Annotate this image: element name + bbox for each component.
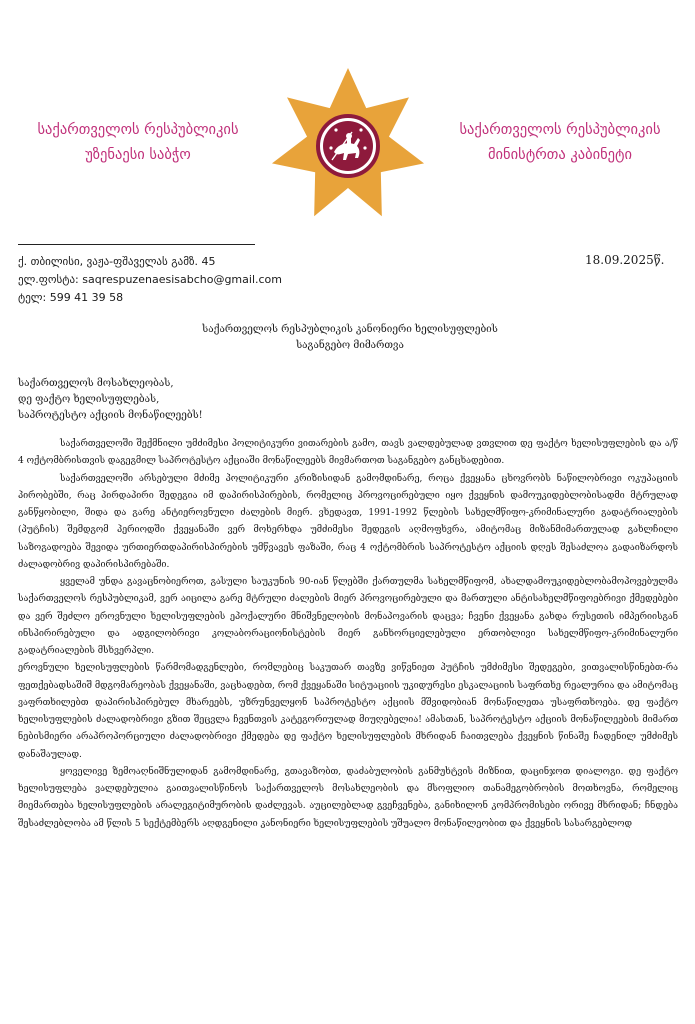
paragraph-3: ყველამ უნდა გავაცნობიეროთ, გასული საუკუნის 90-იან წლებში ქართულმა სახელმწიფომ, ახალდამოუკიდებლობამოპოვებულმა საქართველოს რესპუბლიკამ, ვერ აიცილა გარე მტრული ძალების მიერ პროვოცირებული და მართული ანტისახელმწიფოებრივი ქმედებები და ვერ შეძლო ეროვნული ხელისუფლების ეპოქალური მნიშვნელობის მონაპოვარის დაცვა; ჩვენი ქვეყანა გახდა რუსეთის იმპერიისგან ინსპირირებული და ადგილობრივი კოლაბორაციონისტების მიერ განხორციელებული ერთობლივი სახელმწიფო-კრიმინალური გადატრიალების მსხვერპლი.: [18, 577, 678, 656]
greeting-line-1: საქართველოს მოსახლეობას,: [18, 378, 174, 389]
phone: ტელ: 599 41 39 58: [18, 291, 124, 304]
contact-divider: [18, 244, 255, 245]
paragraph-5: ყოველივე ზემოაღნიშნულიდან გამომდინარე, გთავაზობთ, დაძაბულობის განმუხტვის მიზნით, დაცინჯოთ დიალოგი. დე ფაქტო ხელისუფლება ვალდებულია გაითვალისწინოს საქართველოს მოსახლეობის და მსოფლიო თანამეგობრობის მოთხოვნა, რომელიც მიემართება ხელისუფლების არალეგიტიმურობის დაძლევას. აუცილებლად გვეჩვენება, განიხილონ კომპრომისები ორივე მხრიდან; ჩნდება შესაძლებლობა ამ წლის 5 სექტემბერს აღდგენილი კანონიერი ხელისუფლების უშუალო მონაწილეობით და ქვეყნის სასარგებლოდ: [18, 766, 678, 829]
address: ქ. თბილისი, ვაჟა-ფშაველას გამზ. 45: [18, 255, 216, 268]
greeting-block: [18, 376, 203, 424]
letter-title: [100, 322, 600, 354]
letter-date: 18.09.2025წ.: [585, 253, 665, 267]
paragraph-2: საქართველოში არსებული მძიმე პოლიტიკური კრიზისიდან გამომდინარე, როცა ქვეყანა ცხოვრობს ნაწილობრივი ოკუპაციის პირობებში, რაც პირდაპირი შედეგია იმ დაპირისპირების, რომელიც პროვოცირებული იყო ქვეყნის დამოუკიდებლობისადმი მტრულად განწყობილი, შიდა და გარე ანტიეროვნული ძალების მიერ. ვხედავთ, 1991-1992 წლების სახელმწიფო-კრიმინალური გადატრიალების (პუტჩის) შემდგომ პერიოდში ქვეყანაში ვერ მოხერხდა უმძიმესი შედეგის აღმოფხვრა, ამიტომაც მიზანმიმართულად გახლჩილი საზოგადოება შევიდა ურთიერთდაპირისპირების უმწვავეს ფაზაში, რაც 4 ოქტომბრის საპროტესტო აქციის დღეს შესაძლოა გადაიზარდოს ძალადობრივ დაპირისპირებაში.: [18, 473, 678, 570]
right-org-line-2: მინისტრთა კაბინეტი: [487, 147, 633, 163]
left-org-line-2: უზენაესი საბჭო: [85, 147, 191, 163]
letterhead-left-org: [18, 118, 258, 168]
paragraph-1: საქართველოში შექმნილი უმძიმესი პოლიტიკური ვითარების გამო, თავს ვალდებულად ვთვლით დე ფაქტო ხელისუფლების და ა/წ 4 ოქტომბრისთვის დაგეგმილ საპროტესტო აქციაში მონაწილეებს მივმართოთ საგანგებო განცხადებით.: [18, 439, 678, 467]
paragraph-4: ეროვნული ხელისუფლების წარმომადგენლები, რომლებიც საკუთარ თავზე ვიწვნიეთ პუტჩის უმძიმესი შედეგები, ვითვალისწინებთ-რა ფეთქებადსაშიშ მდგომარეობას ქვეყანაში, ვაცხადებთ, რომ ქვეყანაში სიტუაციის უკიდურესი ესკალაციის საფრთხე რეალურია და ამიტომაც ვაფრთხილებთ დაპირისპირებულ მხარეებს, უზრუნველყონ საპროტესტო აქციის მშვიდობიან მონაწილეთა უსაფრთხოება. დე ფაქტო ხელისუფლების ძალადობრივი გზით შეცვლა ჩვენთვის კატეგორიულად მიუღებელია! ამასთან, საპროტესტო აქციის მონაწილეების მიმართ ნებისმიერი არაპროპორციული ძალადობრივი ქმედება დე ფაქტო ხელისუფლების მხრიდან ჩაითვლება ქვეყნის წინაშე ჩადენილ უმძიმეს დანაშაულად.: [18, 663, 678, 760]
letterhead-right-org: [440, 118, 680, 168]
title-line-1: საქართველოს რესპუბლიკის კანონიერი ხელისუფლების: [202, 324, 498, 335]
contact-block: [18, 253, 282, 307]
title-line-2: საგანგებო მიმართვა: [296, 340, 404, 351]
left-org-line-1: საქართველოს რესპუბლიკის: [37, 122, 239, 138]
right-org-line-1: საქართველოს რესპუბლიკის: [459, 122, 661, 138]
letter-body: [18, 436, 678, 833]
greeting-line-2: დე ფაქტო ხელისუფლებას,: [18, 394, 160, 405]
email: ელ.ფოსტა: saqrespuzenaesisabcho@gmail.com: [18, 273, 282, 286]
star-emblem-icon: [268, 66, 428, 226]
greeting-line-3: საპროტესტო აქციის მონაწილეებს!: [18, 410, 203, 421]
